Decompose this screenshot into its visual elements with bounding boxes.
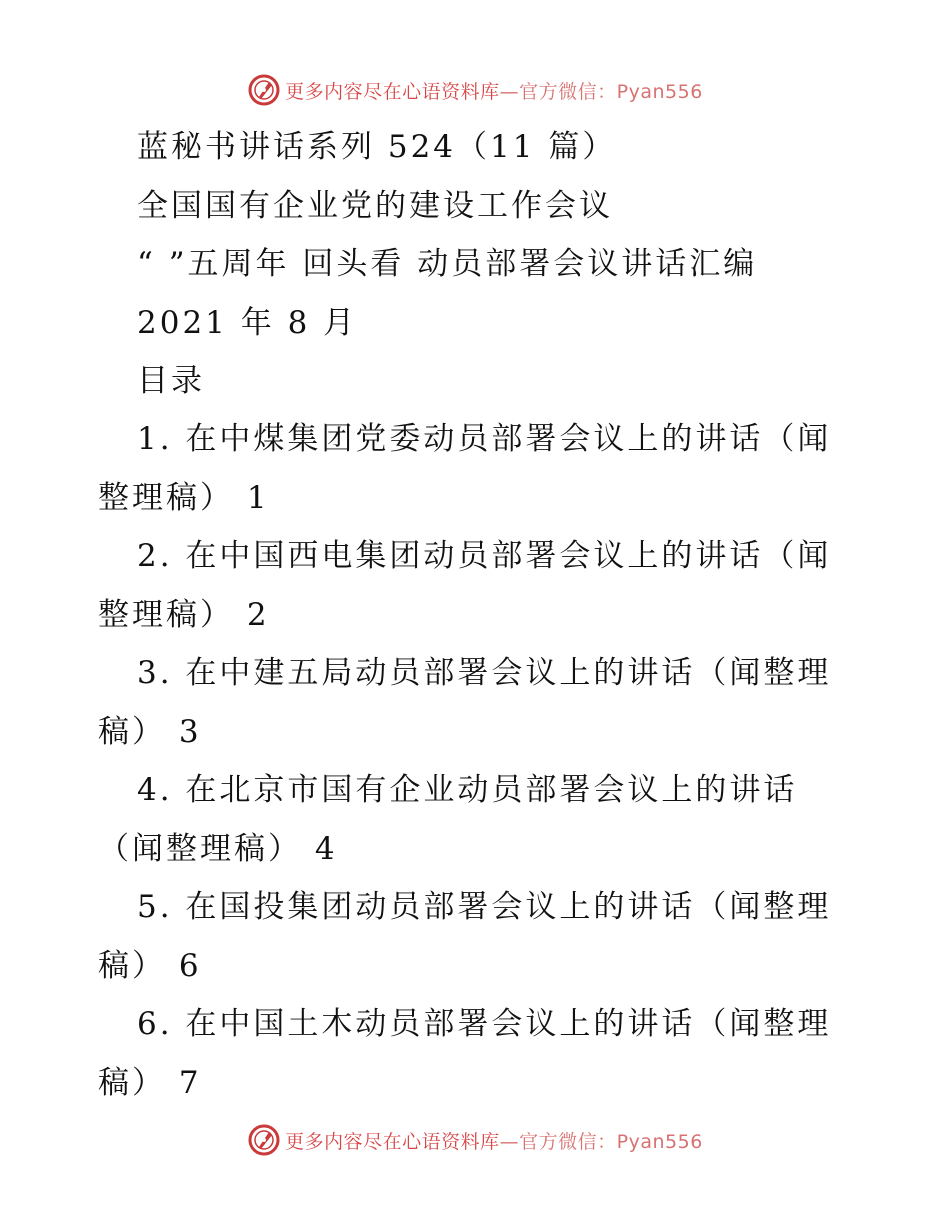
- toc-item-page: 稿） 3: [98, 714, 202, 750]
- toc-item-page: 整理稿） 1: [98, 480, 270, 516]
- toc-item-page: 稿） 7: [98, 1065, 202, 1101]
- event-title: “ ”五周年 回头看 动员部署会议讲话汇编: [137, 246, 758, 282]
- watermark-text: [285, 77, 703, 104]
- toc-item-title: 5. 在国投集团动员部署会议上的讲话（闻整理: [137, 889, 832, 925]
- toc-item-title: 2. 在中国西电集团动员部署会议上的讲话（闻: [137, 538, 832, 574]
- conference-title: 全国国有企业党的建设工作会议: [137, 188, 613, 224]
- toc-item-page: 稿） 6: [98, 948, 202, 984]
- watermark-wechat-text: —官方微信：Pyan556: [499, 1130, 703, 1153]
- header-watermark-banner: [0, 70, 950, 110]
- pen-nib-logo-icon: [247, 73, 281, 107]
- watermark-main-text: 更多内容尽在心语资料库: [285, 80, 500, 103]
- watermark-text: [285, 1127, 703, 1154]
- toc-item-title: 3. 在中建五局动员部署会议上的讲话（闻整理: [137, 655, 832, 691]
- watermark-wechat-text: —官方微信：Pyan556: [499, 80, 703, 103]
- toc-item-page: 整理稿） 2: [98, 597, 270, 633]
- toc-item-title: 4. 在北京市国有企业动员部署会议上的讲话: [137, 772, 798, 808]
- series-title: 蓝秘书讲话系列 524（11 篇）: [137, 129, 617, 165]
- pen-nib-logo-icon: [247, 1123, 281, 1157]
- watermark-main-text: 更多内容尽在心语资料库: [285, 1130, 500, 1153]
- toc-item-title: 1. 在中煤集团党委动员部署会议上的讲话（闻: [137, 421, 832, 457]
- footer-watermark-banner: [0, 1120, 950, 1160]
- toc-item-title: 6. 在中国土木动员部署会议上的讲话（闻整理: [137, 1006, 832, 1042]
- document-date: 2021 年 8 月: [137, 305, 358, 341]
- toc-item-page: （闻整理稿） 4: [98, 831, 338, 867]
- toc-heading: 目录: [137, 363, 205, 399]
